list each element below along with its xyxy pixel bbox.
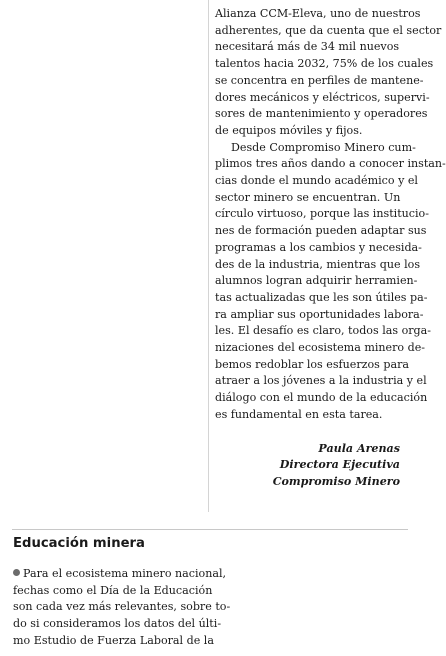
section-title: Educación minera <box>13 536 145 551</box>
signature-block <box>215 441 400 491</box>
text-line: necesitará más de 34 mil nuevos <box>215 40 400 54</box>
text-line: diálogo con el mundo de la educación <box>215 391 428 405</box>
text-line: dores mecánicos y eléctricos, supervi- <box>215 90 430 104</box>
text-line: talentos hacia 2032, 75% de los cuales <box>215 57 434 71</box>
text-line: adherentes, que da cuenta que el sector <box>215 23 442 37</box>
text-line: fechas como el Día de la Educación <box>13 583 213 597</box>
right-column <box>215 6 446 491</box>
text-line: plimos tres años dando a conocer instan- <box>215 157 446 171</box>
section-divider <box>12 529 408 530</box>
text-line <box>13 566 227 583</box>
text-line-content: Para el ecosistema minero nacional, <box>23 567 227 580</box>
section-paragraph <box>13 566 231 650</box>
text-line: tas actualizadas que les son útiles pa- <box>215 290 428 304</box>
text-line: bemos redoblar los esfuerzos para <box>215 357 410 371</box>
text-line: des de la industria, mientras que los <box>215 257 421 271</box>
bullet-icon <box>13 569 20 576</box>
text-line: son cada vez más relevantes, sobre to- <box>13 600 231 614</box>
signature-role: Directora Ejecutiva <box>279 458 400 472</box>
text-line: nizaciones del ecosistema minero de- <box>215 341 426 355</box>
column-divider <box>208 0 209 512</box>
signature-organization: Compromiso Minero <box>272 474 400 488</box>
paragraph-2 <box>215 140 446 424</box>
paragraph-1 <box>215 6 442 140</box>
text-line: sores de mantenimiento y operadores <box>215 107 428 121</box>
text-line: es fundamental en esta tarea. <box>215 407 383 421</box>
text-line: Desde Compromiso Minero cum- <box>231 140 416 154</box>
text-line: atraer a los jóvenes a la industria y el <box>215 374 427 388</box>
text-line: do si consideramos los datos del últi- <box>13 617 222 631</box>
text-line: Alianza CCM-Eleva, uno de nuestros <box>215 7 421 20</box>
text-line: de equipos móviles y fijos. <box>215 123 363 137</box>
text-line: programas a los cambios y necesida- <box>215 240 422 254</box>
text-line: se concentra en perfiles de mantene- <box>215 73 424 87</box>
text-line: les. El desafío es claro, todos las orga- <box>215 324 432 338</box>
left-column <box>13 566 231 650</box>
text-line: cias donde el mundo académico y el <box>215 174 418 188</box>
text-line: sector minero se encuentran. Un <box>215 190 401 204</box>
text-line: ra ampliar sus oportunidades labora- <box>215 307 424 321</box>
text-line: círculo virtuoso, porque las institucio- <box>215 207 429 221</box>
text-line: alumnos logran adquirir herramien- <box>215 274 418 288</box>
signature-name: Paula Arenas <box>318 441 400 455</box>
text-line: mo Estudio de Fuerza Laboral de la <box>13 633 214 647</box>
text-line: nes de formación pueden adaptar sus <box>215 224 427 238</box>
